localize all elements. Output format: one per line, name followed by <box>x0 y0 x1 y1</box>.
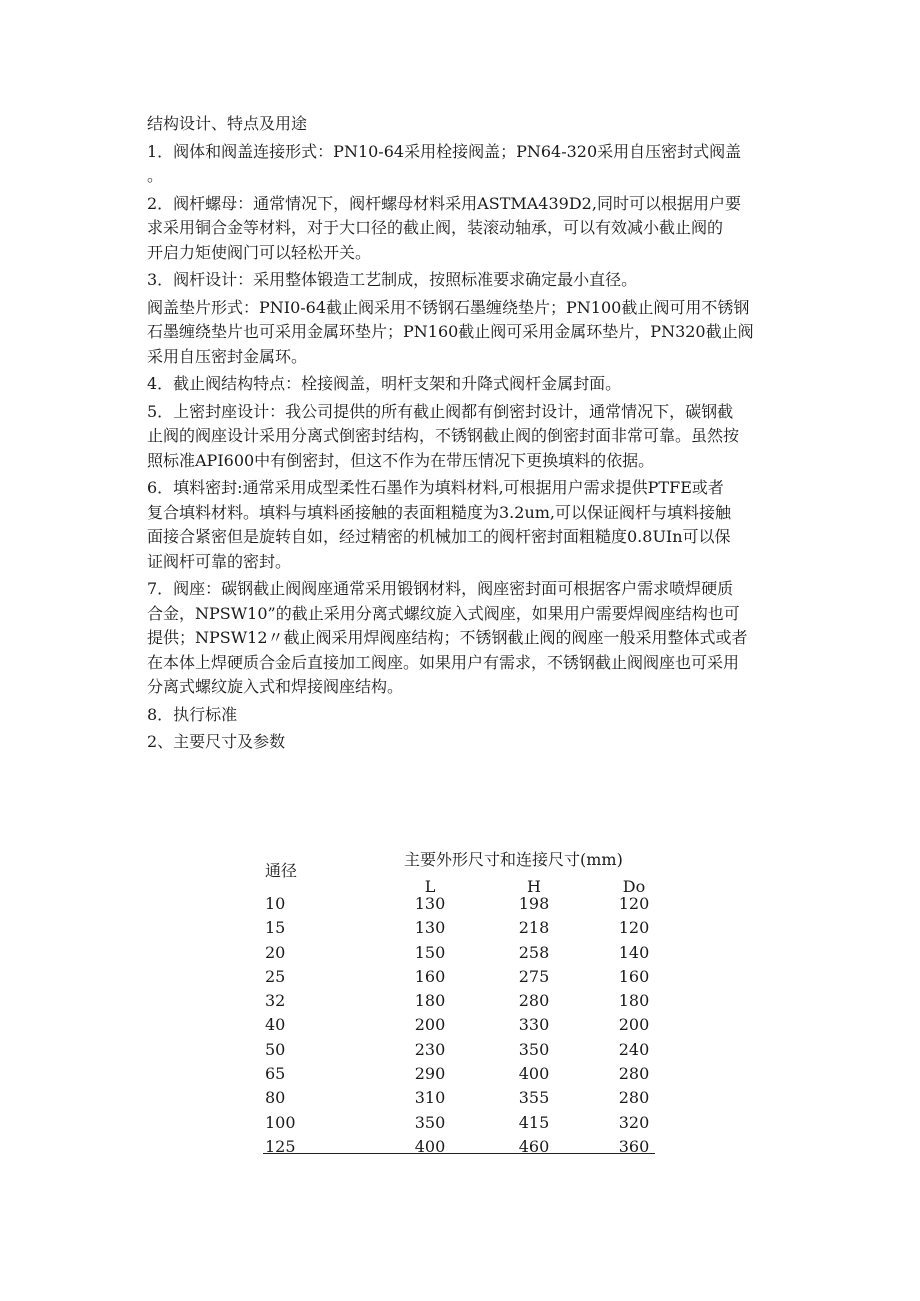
table-row <box>263 965 655 989</box>
table-row <box>263 1013 655 1037</box>
table-cell: 218 <box>518 918 550 938</box>
table-cell: 100 <box>265 1112 296 1132</box>
table-cell: 160 <box>414 966 446 986</box>
table-col-header-h: H <box>527 877 541 896</box>
paragraph-line: 2、主要尺寸及参数 <box>147 732 286 751</box>
table-cell: 280 <box>518 991 550 1011</box>
paragraph-line: 5．上密封座设计：我公司提供的所有截止阀都有倒密封设计，通常情况下，碳钢截 <box>147 401 734 421</box>
table-row <box>263 941 655 965</box>
table-row <box>263 989 655 1013</box>
paragraph-line: 3．阀杆设计：采用整体锻造工艺制成，按照标准要求确定最小直径。 <box>147 270 638 289</box>
table-cell: 130 <box>414 894 446 913</box>
table-cell: 198 <box>518 894 550 913</box>
table-row <box>263 916 655 940</box>
table-cell: 140 <box>618 942 650 962</box>
table-col-header-do: Do <box>622 877 646 896</box>
table-cell: 460 <box>518 1136 550 1156</box>
table-row <box>263 1062 655 1086</box>
paragraph-line: 分离式螺纹旋入式和焊接阀座结构。 <box>147 677 404 696</box>
table-cell: 310 <box>414 1088 446 1108</box>
table-cell: 50 <box>265 1039 286 1059</box>
table-cell: 200 <box>414 1015 446 1035</box>
table-cell: 120 <box>618 918 650 938</box>
table-cell: 355 <box>518 1088 550 1108</box>
table-row <box>263 1111 655 1135</box>
table-cell: 415 <box>518 1112 550 1132</box>
table-row <box>263 1135 655 1159</box>
table-row <box>263 1038 655 1062</box>
paragraph-line: 7．阀座：碳钢截止阀阀座通常采用锻钢材料，阀座密封面可根据客户需求喷焊硬质 <box>147 579 734 598</box>
table-cell: 160 <box>618 966 650 986</box>
table-dn-header: 通径 <box>265 861 298 880</box>
table-cell: 330 <box>518 1015 550 1035</box>
paragraph-line: 合金，NPSW10”的截止采用分离式螺纹旋入式阀座，如果用户需要焊阀座结构也可 <box>147 603 740 623</box>
table-cell: 350 <box>414 1112 446 1132</box>
paragraph-line: 4．截止阀结构特点：栓接阀盖，明杆支架和升降式阀杆金属封面。 <box>147 374 622 393</box>
table-cell: 200 <box>618 1015 650 1035</box>
paragraph-line: 2．阀杆螺母：通常情况下，阀杆螺母材料采用ASTMA439D2,同时可以根据用户要 <box>147 193 741 213</box>
paragraph-line: 求采用铜合金等材料，对于大口径的截止阀，装滚动轴承，可以有效减小截止阀的 <box>147 218 724 237</box>
document-body <box>147 112 787 758</box>
table-cell: 180 <box>618 991 650 1011</box>
section-heading: 结构设计、特点及用途 <box>147 114 308 133</box>
table-cell: 360 <box>618 1136 650 1156</box>
paragraph-line: 在本体上焊硬质合金后直接加工阀座。如果用户有需求，不锈钢截止阀阀座也可采用 <box>147 652 740 672</box>
paragraph-line: 面接合紧密但是旋转自如，经过精密的机械加工的阀杆密封面粗糙度0.8UIn可以保 <box>147 527 731 546</box>
table-cell: 180 <box>414 991 446 1011</box>
table-cell: 400 <box>414 1136 446 1156</box>
table-cell: 280 <box>618 1088 650 1108</box>
table-cell: 20 <box>265 942 286 962</box>
table-group-header: 主要外形尺寸和连接尺寸(mm) <box>404 850 623 869</box>
table-cell: 280 <box>618 1064 650 1084</box>
table-cell: 25 <box>265 966 286 986</box>
paragraph-list <box>147 140 787 755</box>
table-cell: 350 <box>518 1039 550 1059</box>
paragraph-line: 证阀杆可靠的密封。 <box>147 551 292 571</box>
table-body <box>263 892 655 1159</box>
table-cell: 65 <box>265 1064 286 1084</box>
table-col-header-l: L <box>424 877 436 896</box>
table-cell: 32 <box>265 991 286 1011</box>
paragraph-line: 1．阀体和阀盖连接形式：PN10-64采用栓接阀盖；PN64-320采用自压密封式阀盖 <box>147 141 742 161</box>
paragraph-line: 阀盖垫片形式：PNI0-64截止阀采用不锈钢石墨缠绕垫片；PN100截止阀可用不锈钢 <box>147 297 750 317</box>
paragraph-line: 。 <box>147 166 164 185</box>
table-cell: 150 <box>414 942 446 962</box>
paragraph-line: 复合填料材料。填料与填料函接触的表面粗糙度为3.2um,可以保证阀杆与填料接触 <box>147 502 732 522</box>
paragraph-line: 开启力矩使阀门可以轻松开关。 <box>147 242 372 262</box>
paragraph-line: 8．执行标准 <box>147 704 238 724</box>
table-cell: 80 <box>265 1088 286 1108</box>
table-cell: 400 <box>518 1064 550 1084</box>
table-cell: 125 <box>265 1136 296 1156</box>
paragraph-line: 照标准API600中有倒密封，但这不作为在带压情况下更换填料的依据。 <box>147 450 655 470</box>
table-cell: 240 <box>618 1039 650 1059</box>
table-cell: 120 <box>618 894 650 913</box>
paragraph-line: 止阀的阀座设计采用分离式倒密封结构，不锈钢截止阀的倒密封面非常可靠。虽然按 <box>147 426 740 445</box>
table-cell: 275 <box>518 966 550 986</box>
paragraph-line: 石墨缠绕垫片也可采用金属环垫片；PN160截止阀可采用金属环垫片，PN320截止阀 <box>147 322 754 341</box>
table-bottom-rule <box>263 1153 655 1154</box>
table-cell: 230 <box>414 1039 446 1059</box>
table-cell: 10 <box>265 894 286 913</box>
table-cell: 40 <box>265 1015 286 1035</box>
paragraph-line: 采用自压密封金属环。 <box>147 346 308 366</box>
table-row <box>263 1086 655 1110</box>
table-cell: 258 <box>518 942 550 962</box>
table-cell: 130 <box>414 918 446 938</box>
table-cell: 320 <box>618 1112 650 1132</box>
paragraph-line: 提供；NPSW12〃截止阀采用焊阀座结构；不锈钢截止阀的阀座一般采用整体式或者 <box>147 628 748 647</box>
paragraph-line: 6．填料密封:通常采用成型柔性石墨作为填料材料,可根据用户需求提供PTFE或者 <box>147 478 724 497</box>
table-row <box>263 892 655 916</box>
table-cell: 15 <box>265 918 286 938</box>
table-cell: 290 <box>414 1064 446 1084</box>
